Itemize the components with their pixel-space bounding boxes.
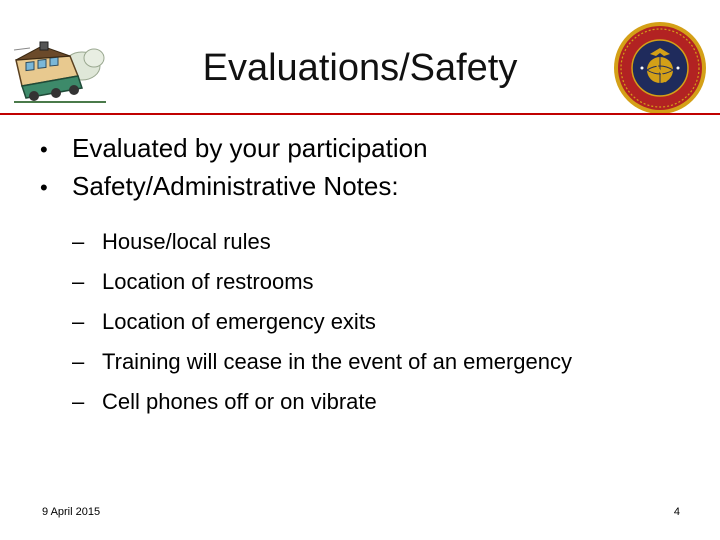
bullet-text: Safety/Administrative Notes: bbox=[72, 171, 399, 201]
dash-marker: – bbox=[72, 309, 85, 334]
bullet-text: Evaluated by your participation bbox=[72, 133, 428, 163]
sub-bullet-text: Location of restrooms bbox=[102, 269, 314, 294]
sub-bullet-text: Location of emergency exits bbox=[102, 309, 376, 334]
usmc-seal-icon bbox=[612, 20, 708, 116]
bullet-item bbox=[40, 168, 700, 206]
bullet-item bbox=[40, 130, 700, 168]
sub-bullet-text: Training will cease in the event of an emergency bbox=[102, 349, 572, 374]
sub-bullet-item bbox=[72, 262, 692, 302]
sub-bullet-text: Cell phones off or on vibrate bbox=[102, 389, 377, 414]
bullet-marker: • bbox=[40, 175, 48, 200]
sub-bullet-text: House/local rules bbox=[102, 229, 271, 254]
sub-bullet-item bbox=[72, 222, 692, 262]
train-clipart-icon bbox=[12, 36, 108, 104]
dash-marker: – bbox=[72, 349, 85, 374]
page-number: 4 bbox=[673, 506, 680, 518]
sub-bullet-item bbox=[72, 302, 692, 342]
page-title: Evaluations/Safety bbox=[202, 47, 518, 89]
footer-date: 9 April 2015 bbox=[42, 506, 101, 518]
sub-bullet-list bbox=[72, 222, 692, 422]
sub-bullet-item bbox=[72, 382, 692, 422]
bullet-marker: • bbox=[40, 137, 48, 162]
dash-marker: – bbox=[72, 269, 85, 294]
dash-marker: – bbox=[72, 229, 85, 254]
dash-marker: – bbox=[72, 389, 85, 414]
bullet-list bbox=[40, 130, 700, 206]
sub-bullet-item bbox=[72, 342, 692, 382]
title-divider bbox=[0, 113, 720, 115]
